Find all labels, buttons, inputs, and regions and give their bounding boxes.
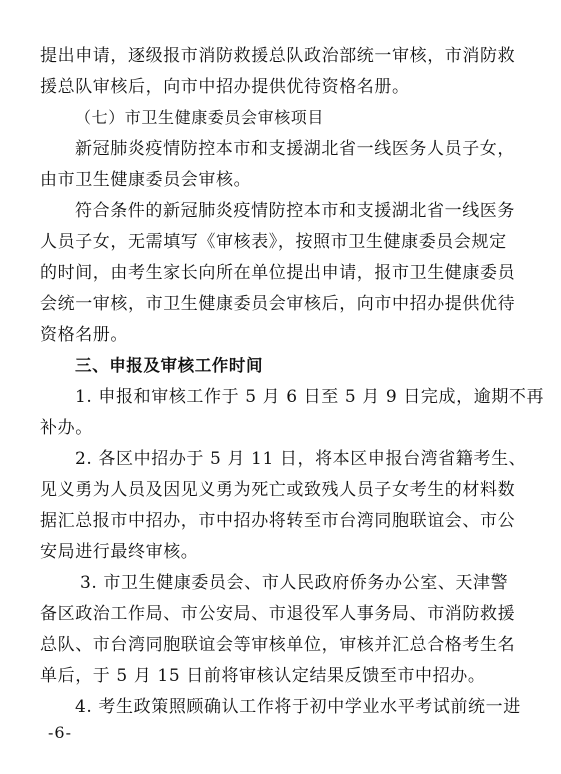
- list-item-line: 1. 申报和审核工作于 5 月 6 日至 5 月 9 日完成，逾期不再: [75, 387, 545, 407]
- list-item-line: 4. 考生政策照顾确认工作将于初中学业水平考试前统一进: [75, 697, 521, 717]
- page-number: -6-: [48, 723, 72, 742]
- paragraph-line: 符合条件的新冠肺炎疫情防控本市和支援湖北省一线医务: [75, 201, 515, 221]
- list-item-line: 见义勇为人员及因见义勇为死亡或致残人员子女考生的材料数: [40, 480, 516, 500]
- paragraph-line: 人员子女，无需填写《审核表》，按照市卫生健康委员会规定: [40, 232, 507, 252]
- list-item-line: 单后，于 5 月 15 日前将审核认定结果反馈至市中招办。: [40, 666, 486, 686]
- list-item-line: 据汇总报市中招办，市中招办将转至市台湾同胞联谊会、市公: [40, 511, 516, 531]
- list-item-line: 2. 各区中招办于 5 月 11 日，将本区申报台湾省籍考生、: [75, 449, 527, 469]
- paragraph-line: 会统一审核，市卫生健康委员会审核后，向市中招办提供优待: [40, 294, 516, 314]
- list-item-line: 备区政治工作局、市公安局、市退役军人事务局、市消防救援: [40, 604, 516, 624]
- list-item-line: 3. 市卫生健康委员会、市人民政府侨务办公室、天津警: [80, 573, 509, 593]
- list-item-line: 总队、市台湾同胞联谊会等审核单位，审核并汇总合格考生名: [40, 635, 516, 655]
- section-heading: 三、申报及审核工作时间: [75, 356, 264, 375]
- paragraph-line: 资格名册。: [40, 325, 128, 345]
- paragraph-line: 的时间，由考生家长向所在单位提出申请，报市卫生健康委员: [40, 263, 516, 283]
- paragraph-line: 援总队审核后，向市中招办提供优待资格名册。: [40, 77, 410, 97]
- paragraph-line: 新冠肺炎疫情防控本市和支援湖北省一线医务人员子女，: [75, 139, 515, 159]
- paragraph-line: 由市卫生健康委员会审核。: [40, 170, 252, 190]
- paragraph-line: 提出申请，逐级报市消防救援总队政治部统一审核，市消防救: [40, 46, 516, 66]
- list-item-line: 安局进行最终审核。: [40, 542, 199, 562]
- list-item-line: 补办。: [40, 418, 93, 438]
- section-subheading: （七）市卫生健康委员会审核项目: [75, 108, 325, 127]
